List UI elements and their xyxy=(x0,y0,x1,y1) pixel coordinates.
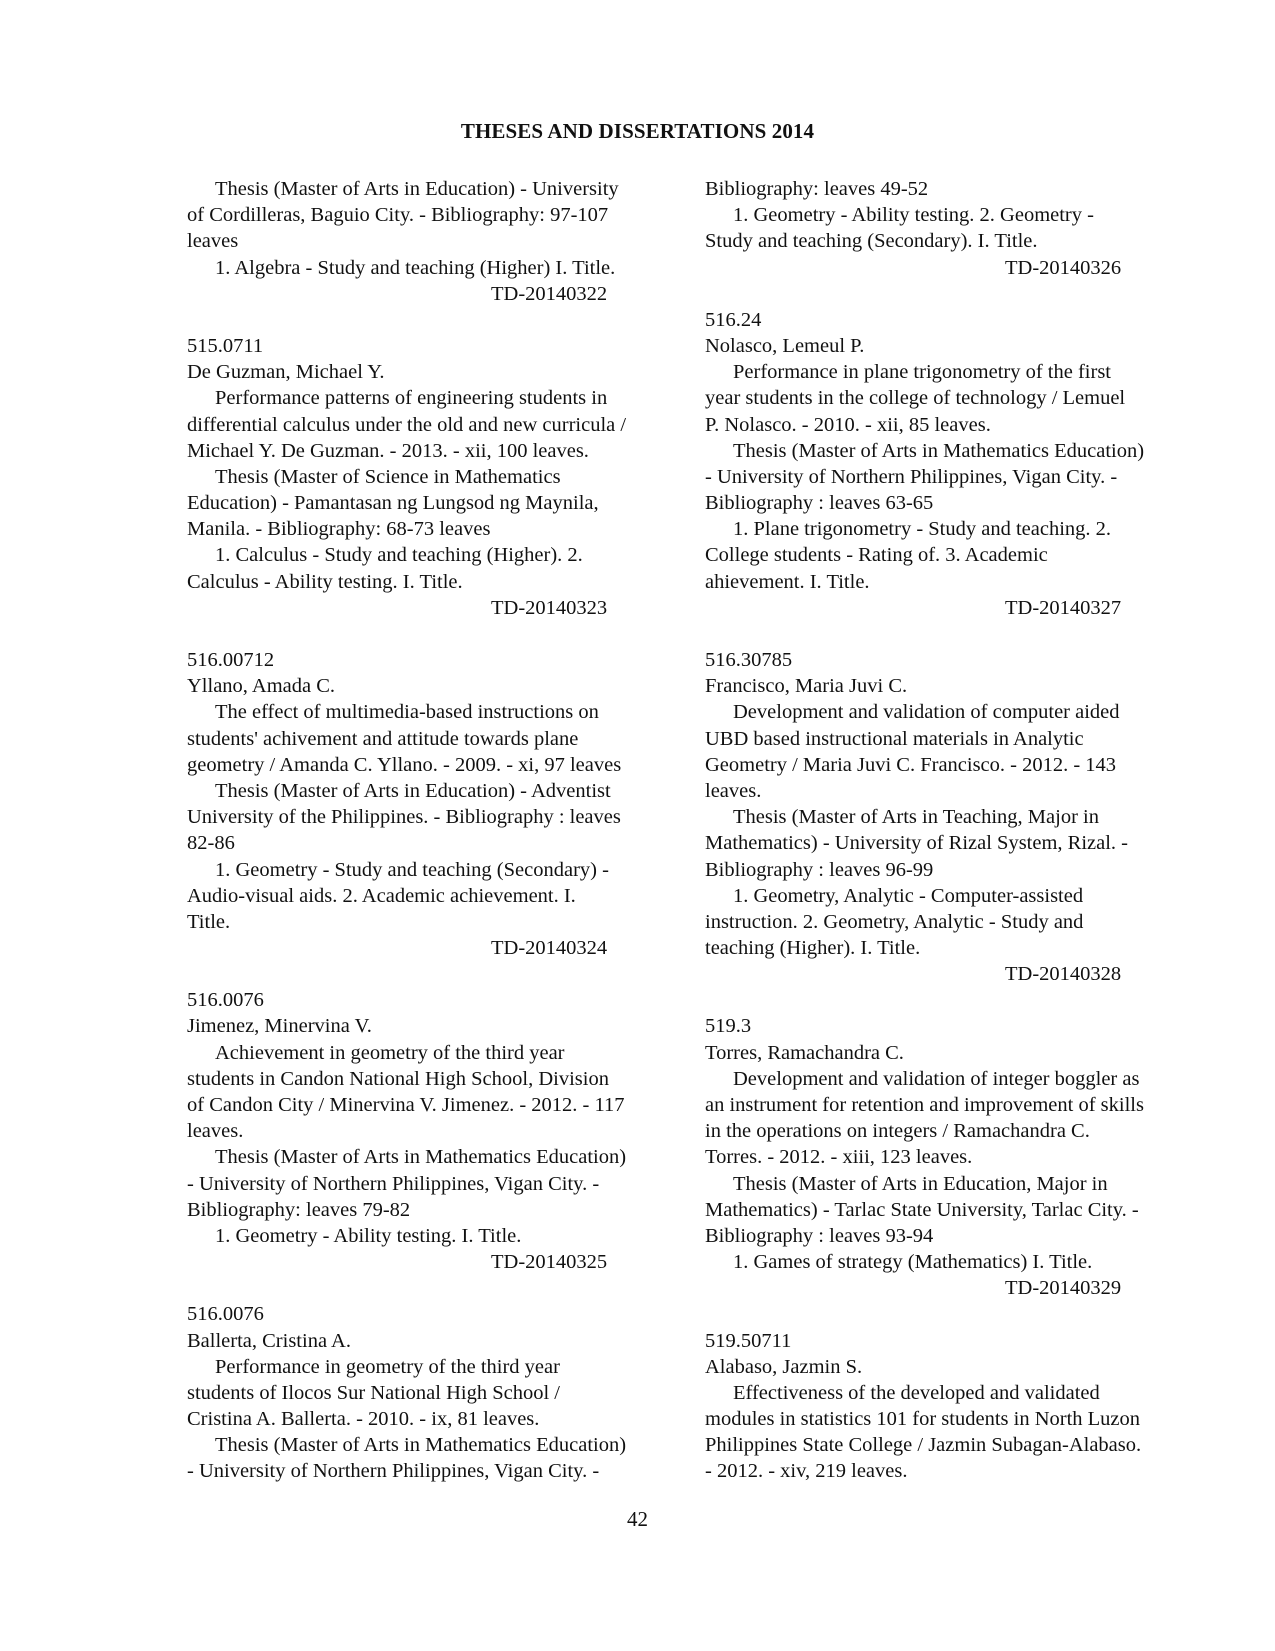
entry-line: 1. Calculus - Study and teaching (Higher). 2. xyxy=(215,544,583,567)
catalog-entry xyxy=(705,307,1195,621)
entry-line: Thesis (Master of Arts in Mathematics Education) xyxy=(215,1146,627,1169)
entry-line: Geometry / Maria Juvi C. Francisco. - 2012. - 143 xyxy=(705,753,1117,776)
accession-number: TD-20140326 xyxy=(1005,256,1122,279)
entry-line: Yllano, Amada C. xyxy=(187,675,336,698)
entry-line: differential calculus under the old and new curricula / xyxy=(187,413,627,436)
entry-line: UBD based instructional materials in Analytic xyxy=(705,727,1084,750)
entry-line: - University of Northern Philippines, Vigan City. - xyxy=(187,1172,600,1195)
entry-line: 519.3 xyxy=(705,1015,752,1038)
entry-line: 1. Plane trigonometry - Study and teaching. 2. xyxy=(733,518,1112,541)
entry-line: geometry / Amanda C. Yllano. - 2009. - xi, 97 leaves xyxy=(187,753,622,776)
page-number: 42 xyxy=(627,1507,648,1531)
entry-line: 1. Geometry - Ability testing. I. Title. xyxy=(215,1224,522,1247)
entry-line: Thesis (Master of Arts in Mathematics Education) xyxy=(733,439,1145,462)
entry-line: 516.0076 xyxy=(187,1303,264,1326)
catalog-entry xyxy=(187,1301,657,1484)
entry-line: leaves xyxy=(187,230,239,253)
entry-line: Calculus - Ability testing. I. Title. xyxy=(187,570,463,593)
entry-line: students' achivement and attitude towards plane xyxy=(187,727,579,750)
entry-line: Francisco, Maria Juvi C. xyxy=(705,675,908,698)
entry-line: Mathematics) - Tarlac State University, Tarlac City. - xyxy=(705,1198,1139,1221)
entry-line: of Cordilleras, Baguio City. - Bibliography: 97-107 xyxy=(187,204,609,227)
entry-line: students in Candon National High School, Division xyxy=(187,1067,609,1090)
entry-line: Performance in geometry of the third year xyxy=(215,1355,560,1378)
entry-line: The effect of multimedia-based instructions on xyxy=(215,701,599,724)
entry-line: Performance patterns of engineering students in xyxy=(215,387,608,410)
entry-line: University of the Philippines. - Bibliography : leaves xyxy=(187,806,621,829)
entry-spacer xyxy=(187,1275,657,1301)
entry-line: College students - Rating of. 3. Academic xyxy=(705,544,1048,567)
catalog-entry xyxy=(705,176,1195,281)
entry-spacer xyxy=(705,987,1195,1013)
entry-line: Manila. - Bibliography: 68-73 leaves xyxy=(187,518,491,541)
entry-line: 1. Geometry - Ability testing. 2. Geometry - xyxy=(733,204,1094,227)
entry-line: Thesis (Master of Arts in Education, Major in xyxy=(733,1172,1108,1195)
entry-line: teaching (Higher). I. Title. xyxy=(705,937,921,960)
entry-line: Bibliography: leaves 49-52 xyxy=(705,178,929,200)
entry-line: of Candon City / Minervina V. Jimenez. - 2012. - 117 xyxy=(187,1094,625,1116)
entry-line: P. Nolasco. - 2010. - xii, 85 leaves. xyxy=(705,413,991,436)
entry-line: 516.30785 xyxy=(705,649,793,671)
entry-spacer xyxy=(705,281,1195,307)
accession-number: TD-20140329 xyxy=(1005,1277,1122,1300)
entry-line: Jimenez, Minervina V. xyxy=(187,1015,372,1038)
entry-line: 519.50711 xyxy=(705,1329,792,1352)
entry-line: Bibliography : leaves 93-94 xyxy=(705,1224,934,1247)
catalog-entry xyxy=(187,176,657,307)
entry-line: Development and validation of integer boggler as xyxy=(733,1067,1140,1090)
entry-line: - University of Northern Philippines, Vigan City. - xyxy=(705,465,1118,488)
entry-line: Thesis (Master of Arts in Education) - University xyxy=(215,178,619,200)
entry-line: Bibliography: leaves 79-82 xyxy=(187,1198,411,1221)
accession-number: TD-20140324 xyxy=(491,937,608,960)
entry-line: Audio-visual aids. 2. Academic achievement. I. xyxy=(187,884,576,907)
entry-line: Bibliography : leaves 63-65 xyxy=(705,492,934,515)
entry-line: Torres. - 2012. - xiii, 123 leaves. xyxy=(705,1146,973,1169)
entry-line: - University of Northern Philippines, Vigan City. - xyxy=(187,1460,600,1483)
entry-line: in the operations on integers / Ramachandra C. xyxy=(705,1120,1090,1143)
entry-line: 1. Games of strategy (Mathematics) I. Title. xyxy=(733,1251,1093,1274)
entry-line: Torres, Ramachandra C. xyxy=(705,1041,904,1064)
entry-spacer xyxy=(705,621,1195,647)
entry-spacer xyxy=(187,961,657,987)
entry-line: Development and validation of computer aided xyxy=(733,701,1120,724)
entry-line: 516.24 xyxy=(705,308,762,331)
entry-spacer xyxy=(187,621,657,647)
entry-line: Philippines State College / Jazmin Subagan-Alabaso. xyxy=(705,1434,1142,1457)
entry-line: Thesis (Master of Arts in Teaching, Major in xyxy=(733,806,1099,829)
catalog-entry xyxy=(705,1013,1195,1301)
accession-number: TD-20140325 xyxy=(491,1251,608,1274)
entry-line: 516.00712 xyxy=(187,649,275,671)
entry-line: 515.0711 xyxy=(187,334,264,357)
entry-line: leaves. xyxy=(705,779,762,802)
left-column xyxy=(187,176,657,1485)
right-column xyxy=(705,176,1195,1485)
entry-line: Achievement in geometry of the third year xyxy=(215,1041,565,1064)
catalog-entry xyxy=(187,987,657,1275)
entry-line: Nolasco, Lemeul P. xyxy=(705,334,865,357)
accession-number: TD-20140328 xyxy=(1005,963,1122,986)
entry-spacer xyxy=(187,307,657,333)
catalog-entry xyxy=(705,1328,1195,1485)
entry-line: an instrument for retention and improvement of skills xyxy=(705,1094,1144,1116)
entry-line: Bibliography : leaves 96-99 xyxy=(705,858,934,881)
catalog-entry xyxy=(187,333,657,621)
entry-line: ahievement. I. Title. xyxy=(705,570,870,593)
entry-line: instruction. 2. Geometry, Analytic - Study and xyxy=(705,910,1084,933)
entry-line: Effectiveness of the developed and validated xyxy=(733,1381,1100,1404)
entry-line: Mathematics) - University of Rizal System, Rizal. - xyxy=(705,832,1129,855)
catalog-entry xyxy=(705,647,1195,987)
entry-line: Michael Y. De Guzman. - 2013. - xii, 100 leaves. xyxy=(187,439,589,462)
entry-line: Thesis (Master of Science in Mathematics xyxy=(215,465,561,488)
entry-line: Performance in plane trigonometry of the first xyxy=(733,361,1111,384)
entry-line: Education) - Pamantasan ng Lungsod ng Maynila, xyxy=(187,492,599,515)
entry-line: year students in the college of technology / Lemuel xyxy=(705,387,1126,410)
entry-line: Alabaso, Jazmin S. xyxy=(705,1355,863,1378)
accession-number: TD-20140322 xyxy=(491,282,608,305)
entry-line: Thesis (Master of Arts in Education) - Adventist xyxy=(215,779,611,802)
page-title: THESES AND DISSERTATIONS 2014 xyxy=(460,119,815,143)
entry-line: - 2012. - xiv, 219 leaves. xyxy=(705,1460,908,1483)
accession-number: TD-20140327 xyxy=(1005,596,1122,619)
entry-line: 516.0076 xyxy=(187,989,264,1012)
accession-number: TD-20140323 xyxy=(491,596,608,619)
entry-line: 1. Geometry - Study and teaching (Secondary) - xyxy=(215,858,609,881)
catalog-entry xyxy=(187,647,657,961)
entry-line: 1. Algebra - Study and teaching (Higher) I. Title. xyxy=(215,256,616,279)
entry-line: leaves. xyxy=(187,1120,244,1143)
entry-line: 82-86 xyxy=(187,832,235,855)
entry-line: De Guzman, Michael Y. xyxy=(187,361,385,384)
entry-line: Ballerta, Cristina A. xyxy=(187,1329,351,1352)
entry-line: Study and teaching (Secondary). I. Title. xyxy=(705,230,1038,253)
entry-line: Title. xyxy=(187,910,231,933)
entry-line: modules in statistics 101 for students in North Luzon xyxy=(705,1408,1141,1431)
entry-line: Thesis (Master of Arts in Mathematics Education) xyxy=(215,1434,627,1457)
entry-line: students of Ilocos Sur National High School / xyxy=(187,1381,560,1404)
entry-line: Cristina A. Ballerta. - 2010. - ix, 81 leaves. xyxy=(187,1408,540,1431)
entry-spacer xyxy=(705,1302,1195,1328)
entry-line: 1. Geometry, Analytic - Computer-assisted xyxy=(733,884,1084,907)
